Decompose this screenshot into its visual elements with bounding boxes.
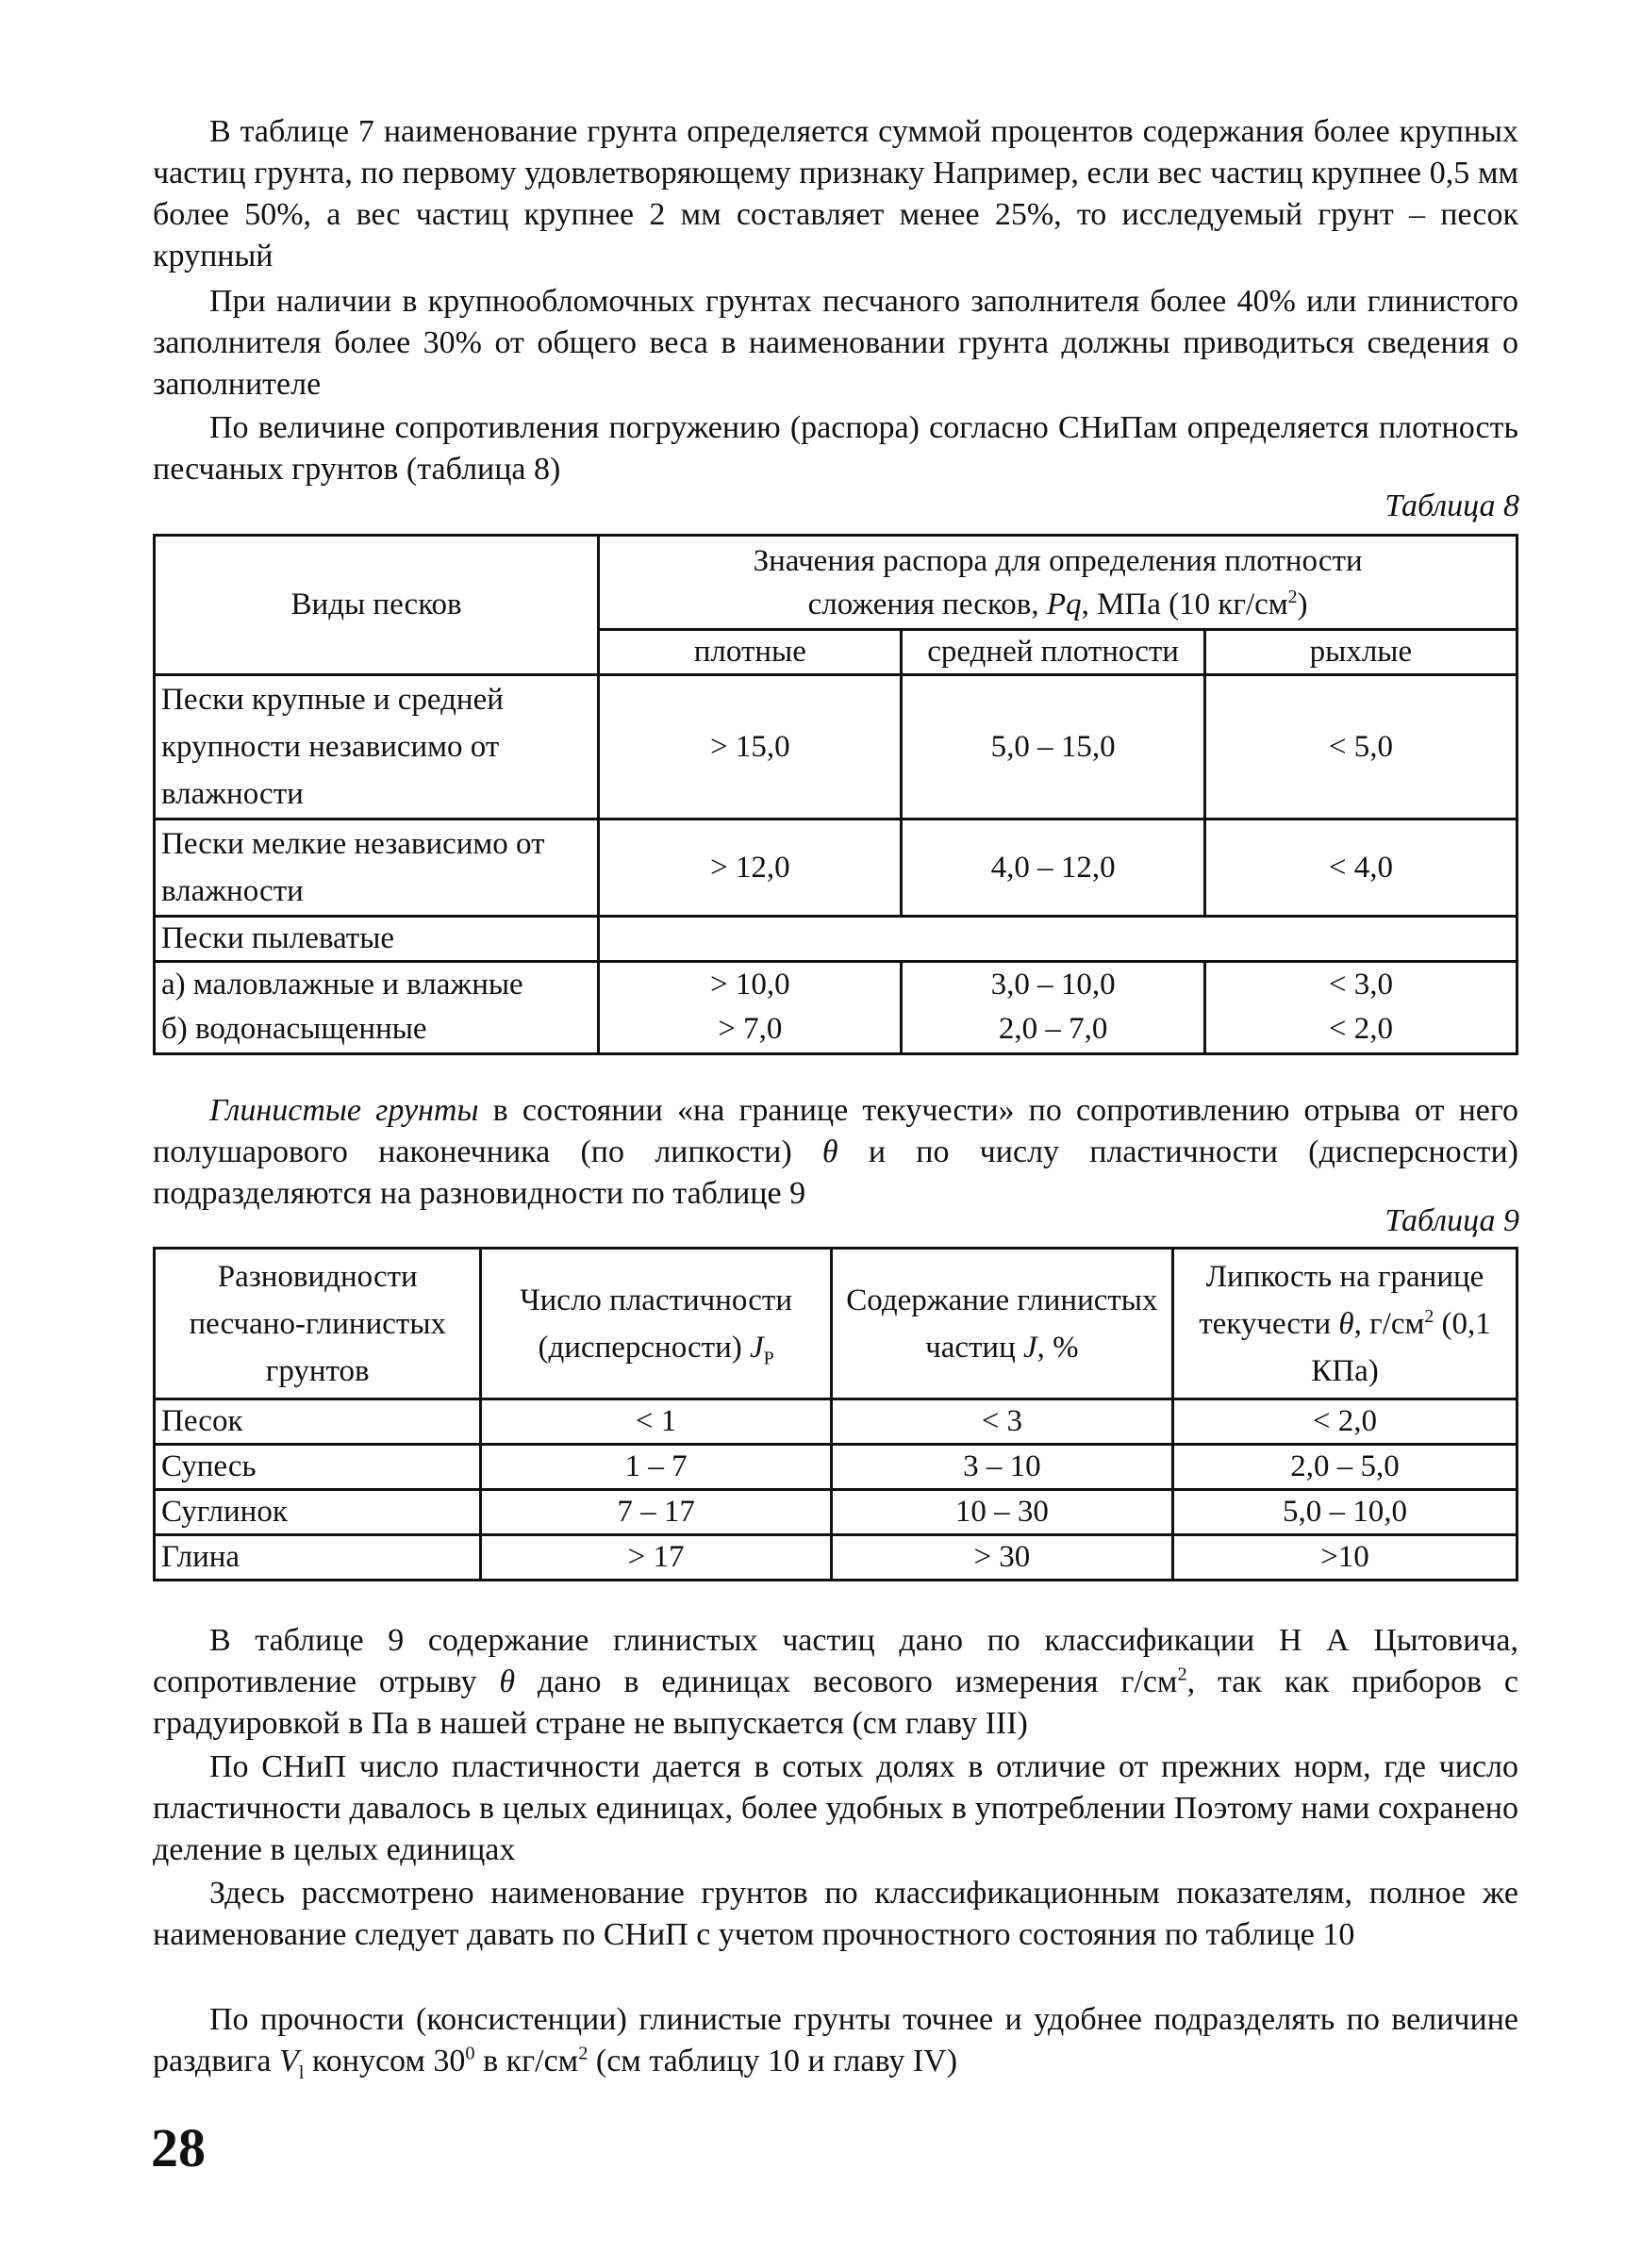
table-9-cell: 3 – 10	[831, 1445, 1172, 1490]
table-9-header-stickiness-text: Липкость на границе текучести	[1199, 1259, 1484, 1341]
table-9-cell: 10 – 30	[831, 1490, 1172, 1535]
paragraph-1: В таблице 7 наименование грунта определяется суммой процентов содержания более крупных частиц грунта, по первому удовлетворяющему признаку Например, если вес частиц крупнее 0,5 мм более 50%, а вес частиц крупнее 2 мм составляет менее 25%, то исследуемый грунт – песок крупный	[153, 114, 1518, 273]
paragraph-5	[153, 1620, 1518, 1745]
table-8-group-empty	[599, 917, 1517, 962]
table-9-header-clay-var: J	[1022, 1330, 1037, 1365]
table-8-cell: > 12,0	[599, 819, 902, 917]
paragraph-4-text-b: и по числу пластичности (дисперсности) подразделяются на разновидности по таблице 9	[153, 1134, 1518, 1211]
table-9-header-plasticity	[481, 1249, 831, 1399]
table-8-cell: 4,0 – 12,0	[902, 819, 1204, 917]
paragraph-8-var: V	[279, 2044, 299, 2078]
paragraph-8-sup2: 2	[578, 2043, 589, 2064]
paragraph-2: При наличии в крупнообломочных грунтах песчаного заполнителя более 40% или глинистого заполнителя более 30% от общего веса в наименовании грунта должны приводиться сведения о заполнителе	[153, 284, 1518, 402]
table-9-header-plasticity-var: J	[750, 1330, 764, 1365]
table-9-row-name: Глина	[155, 1535, 481, 1581]
table-8-row-label: б) водонасыщенные	[155, 1007, 599, 1054]
table-8-header-group-line2-post: , МПа (10 кг/см	[1081, 587, 1288, 621]
table-8-cell: 2,0 – 7,0	[902, 1007, 1204, 1054]
table-8-header-group-end: )	[1297, 587, 1308, 621]
table-9-cell: 5,0 – 10,0	[1172, 1490, 1517, 1535]
table-8-row-label: Пески мелкие независимо от влажности	[155, 819, 599, 917]
paragraph-4-text-a: в состоянии «на границе текучести» по сопротивлению отрыва от него полушарового наконечника (по липкости)	[153, 1093, 1518, 1169]
page-number: 28	[151, 2117, 206, 2178]
table-9-row	[155, 1399, 1517, 1445]
table-8-cell: > 7,0	[599, 1007, 902, 1054]
paragraph-5-text-c: , так как приборов с градуировкой в Па в нашей стране не выпускается (см главу III)	[153, 1664, 1518, 1741]
table-9-header-stickiness-sup: 2	[1424, 1305, 1434, 1327]
table-8-header-sand-types: Виды песков	[155, 536, 599, 675]
table-8-cell: > 15,0	[599, 675, 902, 819]
table-9-header-plasticity-text: Число пластичности (дисперсности)	[520, 1283, 792, 1365]
table-8-caption: Таблица 8	[1385, 488, 1519, 523]
table-9-header-theta: θ	[1338, 1306, 1354, 1341]
table-8-row	[155, 962, 1517, 1007]
clay-soils-term: Глинистые грунты	[209, 1093, 479, 1128]
paragraph-8-text-c: в кг/см	[474, 2044, 579, 2078]
table-9-header-row	[155, 1249, 1517, 1399]
paragraph-8-text-a: По прочности (консистенции) глинистые грунты точнее и удобнее подразделять по величине раздвига	[153, 2002, 1518, 2078]
paragraph-8-text-d: (см таблицу 10 и главу IV)	[588, 2044, 958, 2078]
paragraph-8	[153, 1999, 1518, 2082]
table-9-cell: < 3	[831, 1399, 1172, 1445]
table-9-row	[155, 1490, 1517, 1535]
table-9-header-clay-post: , %	[1036, 1330, 1079, 1365]
table-8-row-label: Пески крупные и средней крупности независимо от влажности	[155, 675, 599, 819]
table-8-row-label: а) маловлажные и влажные	[155, 962, 599, 1007]
table-8-header-row	[155, 536, 1517, 630]
table-9-row-name: Супесь	[155, 1445, 481, 1490]
table-8-group-row	[155, 917, 1517, 962]
table-8-header-group	[599, 536, 1517, 630]
table-9-header-plasticity-sub: P	[763, 1348, 774, 1369]
table-8-header-group-line2-pre: сложения песков,	[807, 587, 1047, 621]
table-9-cell: >10	[1172, 1535, 1517, 1581]
table-8-cell: < 2,0	[1204, 1007, 1517, 1054]
table-9-header-stickiness	[1172, 1249, 1517, 1399]
theta-symbol: θ	[821, 1134, 838, 1169]
table-8-subheader-loose: рыхлые	[1204, 630, 1517, 675]
table-9-cell: > 17	[481, 1535, 831, 1581]
table-9-cell: < 1	[481, 1399, 831, 1445]
table-8-cell: < 3,0	[1204, 962, 1517, 1007]
theta-symbol: θ	[499, 1664, 516, 1699]
table-9-header-stickiness-post: (0,1 КПа)	[1311, 1306, 1491, 1388]
table-8-header-group-line1: Значения распора для определения плотности	[753, 543, 1363, 578]
paragraph-5-text-b: дано в единицах весового измерения г/см	[515, 1664, 1178, 1699]
table-9-caption: Таблица 9	[1385, 1203, 1519, 1238]
table-8-cell: 3,0 – 10,0	[902, 962, 1204, 1007]
paragraph-6: По СНиП число пластичности дается в сотых долях в отличие от прежних норм, где число пластичности давалось в целых единицах, более удобных в употреблении Поэтому нами сохранено деление в целых единицах	[153, 1749, 1518, 1867]
table-9-cell: < 2,0	[1172, 1399, 1517, 1445]
table-9-row-name: Суглинок	[155, 1490, 481, 1535]
table-9-row	[155, 1535, 1517, 1581]
paragraph-8-sup: 0	[465, 2043, 475, 2064]
table-9-header-variety: Разновидности песчано-глинистых грунтов	[155, 1249, 481, 1399]
table-8-subheader-dense: плотные	[599, 630, 902, 675]
table-9-header-clay-text: Содержание глинистых частиц	[846, 1283, 1158, 1365]
table-8-row	[155, 675, 1517, 819]
table-8-group-label: Пески пылеватые	[155, 917, 599, 962]
table-9-row-name: Песок	[155, 1399, 481, 1445]
table-8-row	[155, 819, 1517, 917]
paragraph-7: Здесь рассмотрено наименование грунтов по классификационным показателям, полное же наименование следует давать по СНиП с учетом прочностного состояния по таблице 10	[153, 1876, 1518, 1952]
table-9-header-stickiness-mid: , г/см	[1353, 1306, 1425, 1341]
paragraph-3: По величине сопротивления погружению (распора) согласно СНиПам определяется плотность песчаных грунтов (таблица 8)	[153, 410, 1518, 487]
table-8-header-var: Pq	[1046, 587, 1082, 621]
table-8-row	[155, 1007, 1517, 1054]
table-8	[153, 534, 1518, 1055]
table-9-cell: > 30	[831, 1535, 1172, 1581]
table-8-header-sup: 2	[1287, 586, 1298, 607]
table-8-cell: > 10,0	[599, 962, 902, 1007]
table-8-subheader-medium: средней плотности	[902, 630, 1204, 675]
paragraph-5-text-a: В таблице 9 содержание глинистых частиц дано по классификации Н А Цытовича, сопротивление отрыву	[153, 1623, 1518, 1699]
paragraph-8-sub: l	[298, 2061, 305, 2083]
paragraph-5-sup: 2	[1177, 1664, 1187, 1685]
table-9-cell: 7 – 17	[481, 1490, 831, 1535]
table-9-cell: 2,0 – 5,0	[1172, 1445, 1517, 1490]
table-8-cell: 5,0 – 15,0	[902, 675, 1204, 819]
table-8-cell: < 5,0	[1204, 675, 1517, 819]
table-9-cell: 1 – 7	[481, 1445, 831, 1490]
table-8-cell: < 4,0	[1204, 819, 1517, 917]
paragraph-4	[153, 1090, 1518, 1215]
paragraph-8-text-b: конусом 30	[304, 2044, 466, 2078]
table-9-header-clay-content	[831, 1249, 1172, 1399]
table-9	[153, 1247, 1518, 1581]
table-9-row	[155, 1445, 1517, 1490]
